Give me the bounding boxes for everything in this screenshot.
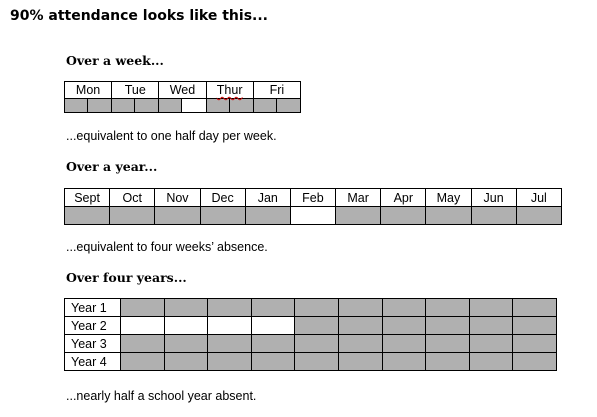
year-shade-cell [382, 353, 426, 371]
half-day-cell [135, 99, 159, 113]
month-shade-cell [245, 207, 290, 225]
year-shade-cell [208, 335, 252, 353]
month-shade-cell [65, 207, 110, 225]
month-cell: Jan [245, 189, 290, 207]
month-cell: Dec [200, 189, 245, 207]
month-cell: Mar [336, 189, 381, 207]
month-shade-row [65, 207, 562, 225]
half-day-cell [159, 99, 182, 113]
year-row [65, 335, 557, 353]
year-label: Year 2 [65, 317, 121, 335]
half-day-cell [276, 99, 300, 113]
half-day-cell [88, 99, 112, 113]
year-shade-cell [295, 353, 339, 371]
year-shade-cell [121, 317, 165, 335]
year-shade-cell [295, 299, 339, 317]
year-shade-cell [121, 335, 165, 353]
week-day-row [65, 82, 301, 99]
year-shade-cell [121, 299, 165, 317]
month-cell: Jun [471, 189, 516, 207]
half-day-cell [112, 99, 135, 113]
fouryears-heading: Over four years... [66, 270, 187, 285]
year-shade-cell [208, 299, 252, 317]
year-shade-cell [426, 353, 470, 371]
year-shade-cell [426, 317, 470, 335]
month-cell: Apr [381, 189, 426, 207]
year-shade-cell [426, 335, 470, 353]
month-cell: Sept [65, 189, 110, 207]
year-shade-cell [295, 335, 339, 353]
day-label-thur: Thur [216, 83, 243, 97]
month-shade-cell [336, 207, 381, 225]
month-cell: May [426, 189, 471, 207]
day-cell [206, 82, 253, 99]
month-cell: Oct [110, 189, 155, 207]
week-heading: Over a week... [66, 53, 164, 68]
year-row [65, 353, 557, 371]
year-row [65, 317, 557, 335]
year-shade-cell [164, 317, 208, 335]
year-shade-cell [338, 353, 382, 371]
month-shade-cell [110, 207, 155, 225]
year-shade-cell [251, 317, 295, 335]
week-table [64, 81, 301, 113]
year-shade-cell [338, 335, 382, 353]
year-shade-cell [295, 317, 339, 335]
year-table [64, 188, 562, 225]
year-shade-cell [469, 353, 513, 371]
year-shade-cell [338, 299, 382, 317]
year-shade-cell [251, 299, 295, 317]
month-shade-cell [155, 207, 200, 225]
year-shade-cell [426, 299, 470, 317]
year-label: Year 4 [65, 353, 121, 371]
year-shade-cell [164, 299, 208, 317]
year-label: Year 3 [65, 335, 121, 353]
day-cell: Wed [159, 82, 206, 99]
year-heading: Over a year... [66, 159, 158, 174]
year-row [65, 299, 557, 317]
year-shade-cell [513, 299, 557, 317]
year-shade-cell [251, 353, 295, 371]
month-shade-cell [200, 207, 245, 225]
day-cell: Fri [253, 82, 300, 99]
month-shade-cell [426, 207, 471, 225]
year-shade-cell [513, 317, 557, 335]
year-shade-cell [469, 335, 513, 353]
fouryears-note: ...nearly half a school year absent. [66, 389, 257, 403]
year-shade-cell [251, 335, 295, 353]
year-shade-cell [338, 317, 382, 335]
month-shade-cell [290, 207, 335, 225]
year-shade-cell [121, 353, 165, 371]
year-shade-cell [382, 335, 426, 353]
fouryears-table [64, 298, 557, 371]
half-day-cell [253, 99, 276, 113]
month-cell: Nov [155, 189, 200, 207]
year-label: Year 1 [65, 299, 121, 317]
year-shade-cell [382, 317, 426, 335]
year-shade-cell [469, 317, 513, 335]
year-shade-cell [208, 317, 252, 335]
page-title: 90% attendance looks like this... [10, 8, 268, 24]
month-shade-cell [516, 207, 561, 225]
month-cell: Feb [290, 189, 335, 207]
year-shade-cell [164, 335, 208, 353]
year-shade-cell [513, 335, 557, 353]
half-day-cell [229, 99, 253, 113]
week-note: ...equivalent to one half day per week. [66, 129, 277, 143]
month-row [65, 189, 562, 207]
year-shade-cell [469, 299, 513, 317]
month-shade-cell [471, 207, 516, 225]
year-shade-cell [164, 353, 208, 371]
year-shade-cell [513, 353, 557, 371]
year-shade-cell [208, 353, 252, 371]
month-cell: Jul [516, 189, 561, 207]
half-day-cell [65, 99, 88, 113]
day-cell: Tue [112, 82, 159, 99]
week-half-day-row [65, 99, 301, 113]
month-shade-cell [381, 207, 426, 225]
year-shade-cell [382, 299, 426, 317]
half-day-cell [182, 99, 206, 113]
half-day-cell [206, 99, 229, 113]
day-cell: Mon [65, 82, 112, 99]
year-note: ...equivalent to four weeks’ absence. [66, 240, 268, 254]
